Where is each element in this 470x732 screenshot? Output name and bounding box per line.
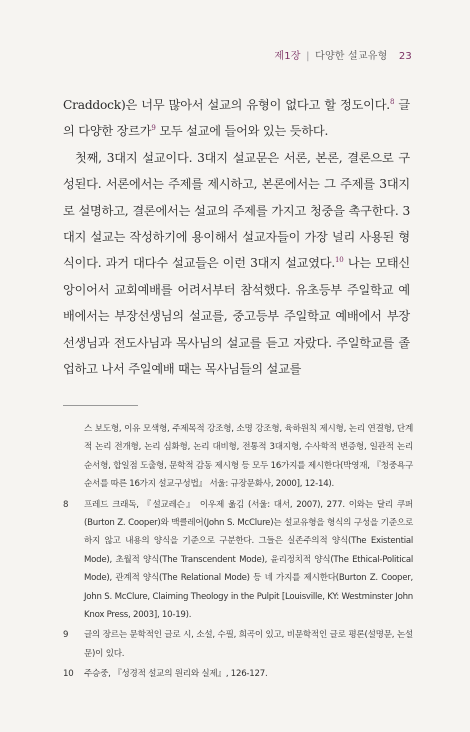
footnote-text: 주승중, 『성경적 설교의 원리와 실제』, 126-127. xyxy=(84,669,268,680)
footnote-number: 8 xyxy=(63,499,69,510)
footnote-number: 9 xyxy=(63,630,69,641)
footnote-divider xyxy=(63,405,138,406)
footnote-9 xyxy=(63,626,413,663)
footnote-ref-9: 9 xyxy=(151,124,156,133)
footnote-continued-text: 스 보도형, 이유 모색형, 주제목적 강조형, 소명 강조형, 육하원칙 제시형, 논리 연결형, 단계적 논리 전개형, 논리 심화형, 논리 대비형, 전통적 3대지형, 수사학적 변증형, 일관적 논리 순서형, 합일점 도출형, 문학적 감동 제시형 등 모두 16가지를 제시한다(박영재, 『청중욕구 순서를 따른 16가지 설교구성법』 서울: 규장문화사, 2000], 12-14). xyxy=(84,424,413,490)
paragraph-2 xyxy=(63,145,410,383)
body-text xyxy=(63,92,410,382)
footnote-text: 프레드 크래독, 『설교레슨』 이우제 옮김 (서울: 대서, 2007), 277. 이와는 달리 쿠퍼(Burton Z. Cooper)와 맥클레어(John S. McClure)는 설교유형을 형식의 구성을 기준으로 하지 않고 내용의 양식을 기준으로 구분한다. 그들은 실존주의적 양식(The Existential Mode), 초월적 양식(The Transcendent Mode), 윤리정치적 양식(The Ethical-Political Mode), 관계적 양식(The Relational Mode) 등 네 가지를 제시한다(Burton Z. Cooper, John S. McClure, Claiming Theology in the Pulpit [Louisville, KY: Westminster John Knox Press, 2003], 10-19). xyxy=(84,499,413,621)
footnote-continued xyxy=(63,420,413,494)
footnote-ref-8: 8 xyxy=(389,97,395,106)
running-header xyxy=(274,47,412,62)
footnote-number: 10 xyxy=(63,669,74,680)
footnote-10 xyxy=(63,665,413,683)
header-separator: | xyxy=(306,51,310,62)
paragraph-2-text-a: 첫째, 3대지 설교이다. 3대지 설교문은 서론, 본론, 결론으로 구성된다. 서론에서는 주제를 제시하고, 본론에서는 그 주제를 3대지로 설명하고, 결론에서는 설교의 주제를 가지고 청중을 촉구한다. 3대지 설교는 작성하기에 용이해서 설교자들이 가장 널리 사용된 형식이다. 과거 대다수 설교들은 이런 3대지 설교였다. xyxy=(63,150,410,271)
footnotes xyxy=(63,420,413,684)
footnote-ref-10: 10 xyxy=(335,256,344,265)
chapter-label: 제1장 xyxy=(274,51,301,62)
paragraph-1 xyxy=(63,92,410,145)
footnote-text: 글의 장르는 문학적인 글로 시, 소설, 수필, 희곡이 있고, 비문학적인 글로 평론(설명문, 논설문)이 있다. xyxy=(84,630,413,659)
chapter-title: 다양한 설교유형 xyxy=(315,51,388,62)
page-number: 23 xyxy=(398,51,412,62)
paragraph-1-text-b: 글의 다양한 장르가 xyxy=(63,98,410,139)
footnote-8 xyxy=(63,496,413,625)
paragraph-1-text-c: 모두 설교에 들어와 있는 듯하다. xyxy=(155,124,329,139)
paragraph-1-text-a: Craddock)은 너무 많아서 설교의 유형이 없다고 할 정도이다. xyxy=(63,98,390,112)
paragraph-2-text-b: 나는 모태신앙이어서 교회예배를 어려서부터 참석했다. 유초등부 주일학교 예배에서는 부장선생님의 설교를, 중고등부 주일학교 예배에서 부장선생님과 전도사님과 목사님의 설교를 듣고 자랐다. 주일학교를 졸업하고 나서 주일예배 때는 목사님들의 설교를 xyxy=(63,256,410,377)
